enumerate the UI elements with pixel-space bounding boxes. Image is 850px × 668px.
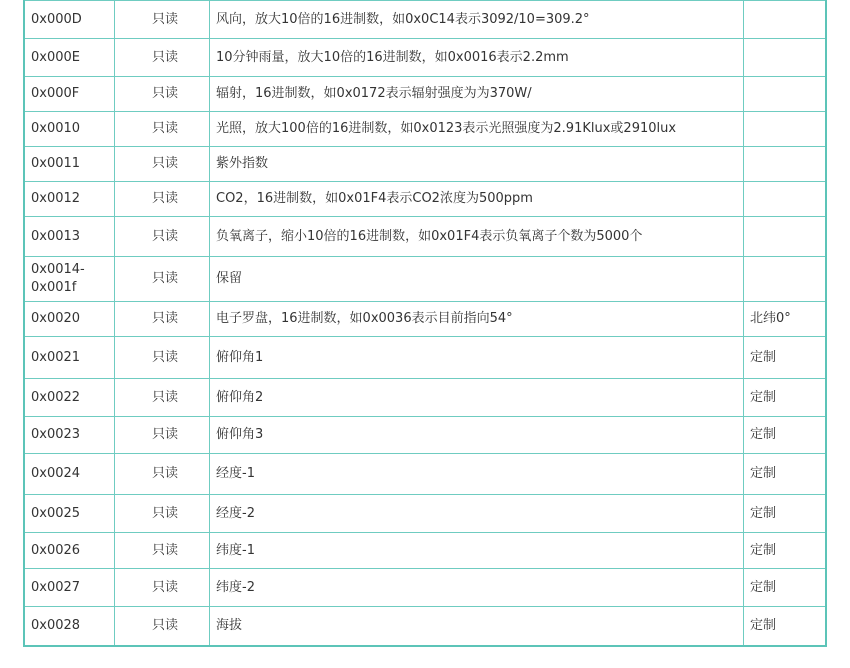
register-access: 只读	[115, 112, 210, 147]
register-address: 0x0010	[24, 112, 115, 147]
table-row	[24, 417, 826, 454]
register-address: 0x0028	[24, 607, 115, 646]
register-description: 纬度-1	[210, 533, 744, 569]
table-row	[24, 569, 826, 607]
register-description: 风向，放大10倍的16进制数，如0x0C14表示3092/10=309.2°	[210, 1, 744, 39]
table-row	[24, 147, 826, 182]
register-note: 定制	[744, 607, 827, 646]
register-address: 0x0011	[24, 147, 115, 182]
register-address: 0x0013	[24, 217, 115, 257]
register-address: 0x0026	[24, 533, 115, 569]
register-access: 只读	[115, 495, 210, 533]
table-row	[24, 1, 826, 39]
register-access: 只读	[115, 302, 210, 337]
register-access: 只读	[115, 39, 210, 77]
table-row	[24, 39, 826, 77]
register-note: 定制	[744, 569, 827, 607]
register-note	[744, 257, 827, 302]
register-access: 只读	[115, 1, 210, 39]
table-row	[24, 454, 826, 495]
register-address-range	[24, 257, 115, 302]
register-address-start: 0x0014-	[31, 262, 85, 277]
register-note: 定制	[744, 417, 827, 454]
register-description: 辐射，16进制数，如0x0172表示辐射强度为为370W/	[210, 77, 744, 112]
table-row	[24, 533, 826, 569]
register-description: 海拔	[210, 607, 744, 646]
register-access: 只读	[115, 417, 210, 454]
register-description: 电子罗盘，16进制数，如0x0036表示目前指向54°	[210, 302, 744, 337]
register-address: 0x000D	[24, 1, 115, 39]
register-address-end: 0x001f	[31, 280, 77, 295]
table-row	[24, 77, 826, 112]
register-note	[744, 1, 827, 39]
table-row	[24, 337, 826, 379]
register-description: 10分钟雨量，放大10倍的16进制数，如0x0016表示2.2mm	[210, 39, 744, 77]
table-row	[24, 607, 826, 646]
register-description: CO2，16进制数，如0x01F4表示CO2浓度为500ppm	[210, 182, 744, 217]
table-row	[24, 302, 826, 337]
register-description: 俯仰角3	[210, 417, 744, 454]
register-description: 光照，放大100倍的16进制数，如0x0123表示光照强度为2.91Klux或2910lux	[210, 112, 744, 147]
register-access: 只读	[115, 77, 210, 112]
register-description: 紫外指数	[210, 147, 744, 182]
register-note: 北纬0°	[744, 302, 827, 337]
register-note	[744, 147, 827, 182]
table-row	[24, 257, 826, 302]
table-row	[24, 182, 826, 217]
register-address: 0x0024	[24, 454, 115, 495]
register-description: 经度-1	[210, 454, 744, 495]
register-note	[744, 112, 827, 147]
register-note: 定制	[744, 495, 827, 533]
table-row	[24, 495, 826, 533]
register-note	[744, 182, 827, 217]
register-access: 只读	[115, 569, 210, 607]
register-note	[744, 217, 827, 257]
register-note	[744, 39, 827, 77]
register-address: 0x0027	[24, 569, 115, 607]
register-table	[23, 0, 827, 647]
register-access: 只读	[115, 147, 210, 182]
register-address: 0x000F	[24, 77, 115, 112]
register-description: 保留	[210, 257, 744, 302]
register-description: 纬度-2	[210, 569, 744, 607]
register-description: 负氧离子，缩小10倍的16进制数，如0x01F4表示负氧离子个数为5000个	[210, 217, 744, 257]
register-access: 只读	[115, 454, 210, 495]
register-access: 只读	[115, 217, 210, 257]
table-row	[24, 112, 826, 147]
register-address: 0x0012	[24, 182, 115, 217]
register-address: 0x0025	[24, 495, 115, 533]
register-note: 定制	[744, 454, 827, 495]
register-access: 只读	[115, 607, 210, 646]
register-address: 0x0021	[24, 337, 115, 379]
register-description: 俯仰角2	[210, 379, 744, 417]
register-access: 只读	[115, 257, 210, 302]
register-access: 只读	[115, 182, 210, 217]
register-note: 定制	[744, 337, 827, 379]
table-row	[24, 379, 826, 417]
register-description: 俯仰角1	[210, 337, 744, 379]
register-address: 0x0023	[24, 417, 115, 454]
register-note: 定制	[744, 533, 827, 569]
register-access: 只读	[115, 337, 210, 379]
register-note	[744, 77, 827, 112]
register-access: 只读	[115, 379, 210, 417]
register-address: 0x0022	[24, 379, 115, 417]
register-address: 0x0020	[24, 302, 115, 337]
register-address: 0x000E	[24, 39, 115, 77]
table-row	[24, 217, 826, 257]
register-note: 定制	[744, 379, 827, 417]
register-access: 只读	[115, 533, 210, 569]
register-description: 经度-2	[210, 495, 744, 533]
